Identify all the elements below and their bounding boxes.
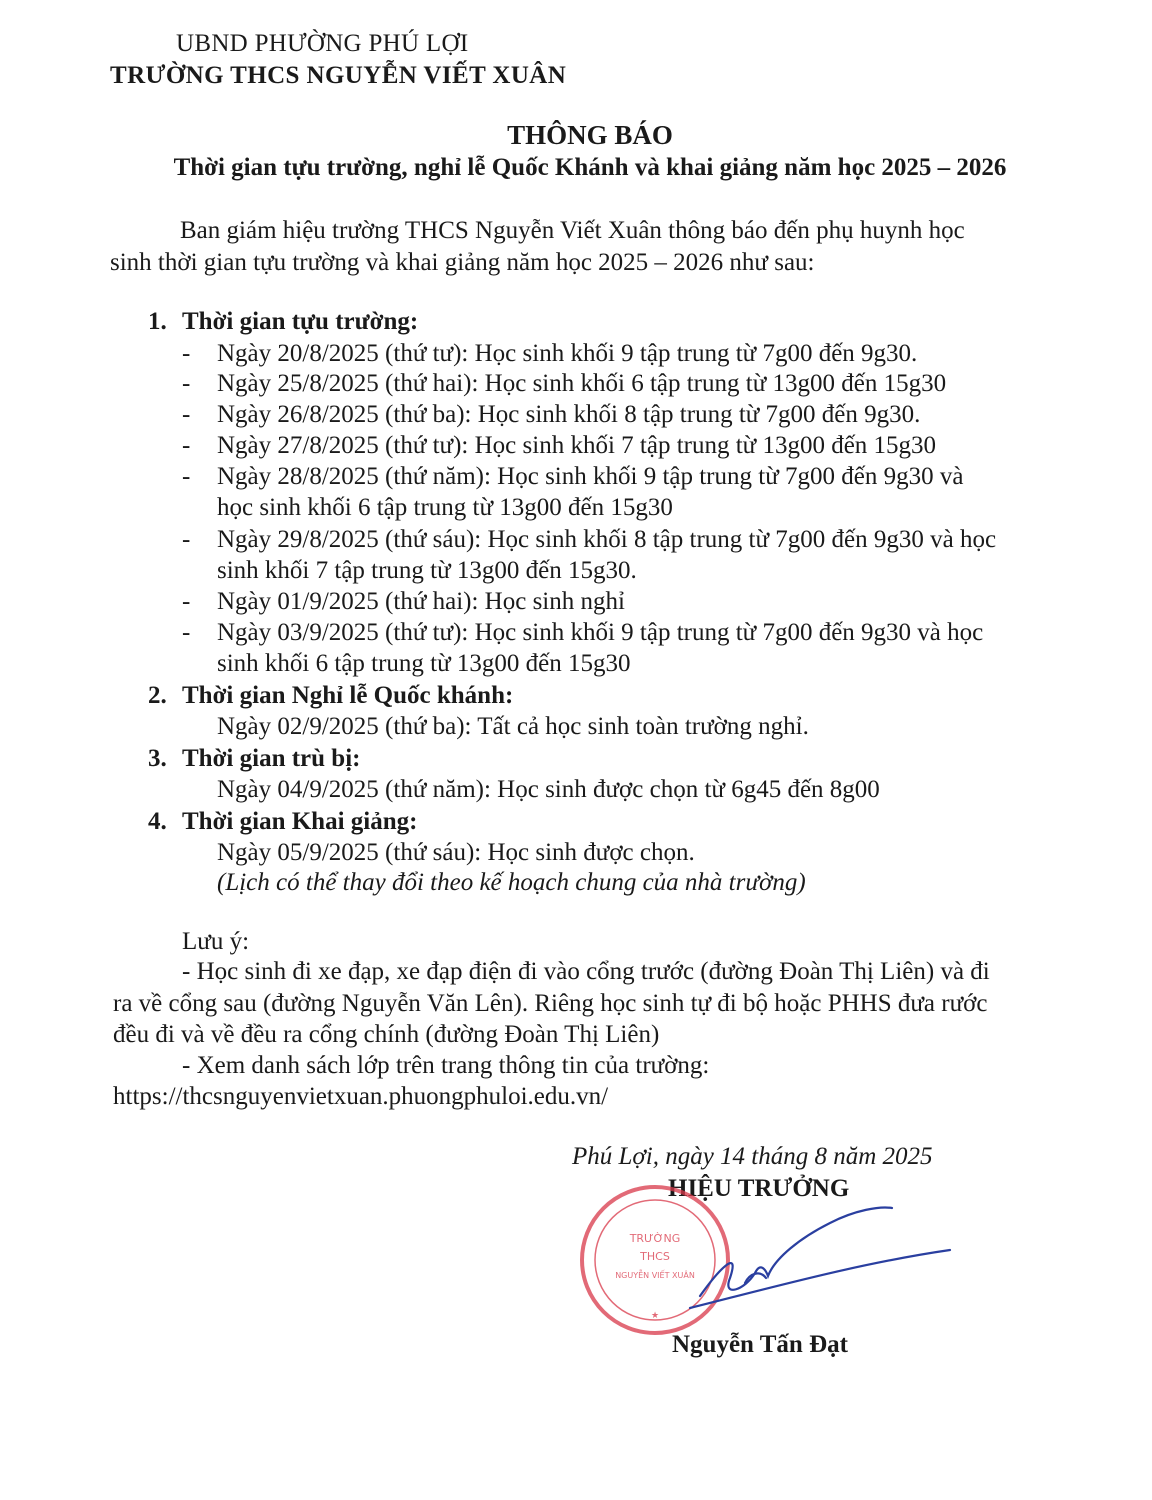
bullet-dash: -	[182, 463, 191, 490]
intro-line-2: sinh thời gian tựu trường và khai giảng năm học 2025 – 2026 như sau:	[110, 249, 815, 276]
list-item-continued: học sinh khối 6 tập trung từ 13g00 đến 15g30	[217, 494, 673, 521]
bullet-dash: -	[182, 401, 191, 428]
bullet-dash: -	[182, 588, 191, 615]
list-item: Ngày 26/8/2025 (thứ ba): Học sinh khối 8 tập trung từ 7g00 đến 9g30.	[217, 401, 921, 428]
svg-text:★: ★	[650, 1311, 660, 1321]
svg-text:THCS: THCS	[640, 1250, 670, 1263]
place-date: Phú Lợi, ngày 14 tháng 8 năm 2025	[572, 1143, 933, 1170]
list-item: Ngày 27/8/2025 (thứ tư): Học sinh khối 7 tập trung từ 13g00 đến 15g30	[217, 432, 937, 459]
section-1-number: 1.	[148, 308, 167, 335]
bullet-dash: -	[182, 526, 191, 553]
list-item: Ngày 01/9/2025 (thứ hai): Học sinh nghỉ	[217, 588, 625, 615]
section-4-text: Ngày 05/9/2025 (thứ sáu): Học sinh được chọn.	[217, 839, 695, 866]
school-website-link[interactable]: https://thcsnguyenvietxuan.phuongphuloi.edu.vn/	[113, 1083, 609, 1110]
section-2-text: Ngày 02/9/2025 (thứ ba): Tất cả học sinh toàn trường nghỉ.	[217, 713, 809, 740]
bullet-dash: -	[182, 370, 191, 397]
bullet-dash: -	[182, 432, 191, 459]
notes-line-3: đều đi và về đều ra cổng chính (đường Đoàn Thị Liên)	[113, 1021, 660, 1048]
list-item: Ngày 20/8/2025 (thứ tư): Học sinh khối 9 tập trung từ 7g00 đến 9g30.	[217, 340, 918, 367]
notes-line-4: - Xem danh sách lớp trên trang thông tin của trường:	[182, 1052, 710, 1079]
agency-name: UBND PHƯỜNG PHÚ LỢI	[176, 30, 469, 57]
section-4-heading: Thời gian Khai giảng:	[182, 808, 418, 835]
schedule-change-note: (Lịch có thể thay đổi theo kế hoạch chung của nhà trường)	[217, 869, 806, 896]
section-2-heading: Thời gian Nghỉ lễ Quốc khánh:	[182, 682, 514, 709]
section-3-number: 3.	[148, 745, 167, 772]
official-stamp-and-signature	[570, 1178, 960, 1348]
school-stamp-seal	[582, 1187, 728, 1333]
intro-line-1: Ban giám hiệu trường THCS Nguyễn Viết Xuân thông báo đến phụ huynh học	[180, 217, 965, 244]
list-item-continued: sinh khối 7 tập trung từ 13g00 đến 15g30.	[217, 557, 637, 584]
list-item: Ngày 03/9/2025 (thứ tư): Học sinh khối 9 tập trung từ 7g00 đến 9g30 và học	[217, 619, 984, 646]
list-item: Ngày 29/8/2025 (thứ sáu): Học sinh khối 8 tập trung từ 7g00 đến 9g30 và học	[217, 526, 997, 553]
signer-position: HIỆU TRƯỞNG	[668, 1175, 850, 1202]
school-name: TRƯỜNG THCS NGUYỄN VIẾT XUÂN	[110, 62, 567, 89]
section-2-number: 2.	[148, 682, 167, 709]
svg-text:NGUYỄN VIẾT XUÂN: NGUYỄN VIẾT XUÂN	[615, 1271, 695, 1280]
notes-line-2: ra về cổng sau (đường Nguyễn Văn Lên). Riêng học sinh tự đi bộ hoặc PHHS đưa rước	[113, 990, 988, 1017]
page-subtitle: Thời gian tựu trường, nghỉ lễ Quốc Khánh và khai giảng năm học 2025 – 2026	[173, 154, 1007, 181]
signer-name: Nguyễn Tấn Đạt	[672, 1331, 848, 1358]
list-item: Ngày 28/8/2025 (thứ năm): Học sinh khối 9 tập trung từ 7g00 đến 9g30 và	[217, 463, 964, 490]
list-item-continued: sinh khối 6 tập trung từ 13g00 đến 15g30	[217, 650, 631, 677]
svg-text:TRƯỜNG: TRƯỜNG	[629, 1232, 681, 1245]
page-title: THÔNG BÁO	[507, 120, 673, 150]
notes-label: Lưu ý:	[182, 928, 250, 955]
section-4-number: 4.	[148, 808, 167, 835]
section-3-heading: Thời gian trù bị:	[182, 745, 361, 772]
notes-line-1: - Học sinh đi xe đạp, xe đạp điện đi vào cổng trước (đường Đoàn Thị Liên) và đi	[182, 958, 990, 985]
section-3-text: Ngày 04/9/2025 (thứ năm): Học sinh được chọn từ 6g45 đến 8g00	[217, 776, 880, 803]
section-1-heading: Thời gian tựu trường:	[182, 308, 419, 335]
list-item: Ngày 25/8/2025 (thứ hai): Học sinh khối 6 tập trung từ 13g00 đến 15g30	[217, 370, 947, 397]
bullet-dash: -	[182, 619, 191, 646]
bullet-dash: -	[182, 340, 191, 367]
